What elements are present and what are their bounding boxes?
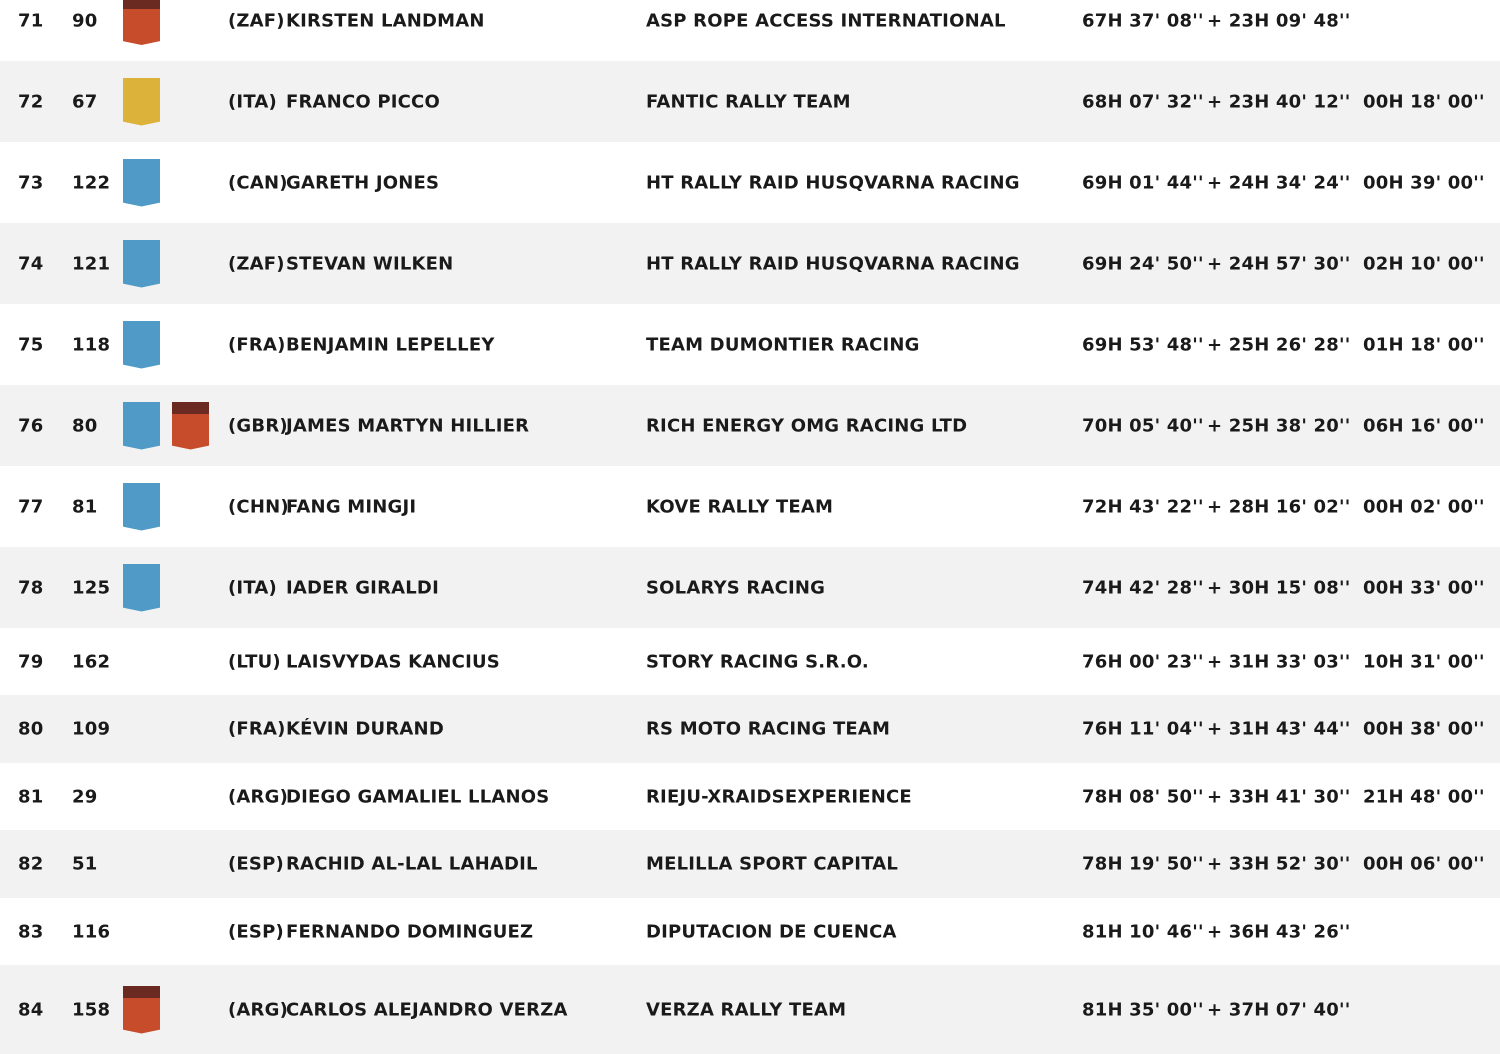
table-row[interactable] bbox=[0, 61, 1500, 142]
blue-category-badge-icon bbox=[123, 321, 160, 369]
table-row[interactable] bbox=[0, 695, 1500, 763]
nationality-cell: (ZAF) bbox=[228, 253, 285, 274]
rider-name-cell: RACHID AL-LAL LAHADIL bbox=[286, 853, 538, 875]
table-row[interactable] bbox=[0, 547, 1500, 628]
position-cell: 73 bbox=[18, 172, 44, 193]
rider-name-cell: KIRSTEN LANDMAN bbox=[286, 10, 485, 32]
penalty-cell: 00H 33' 00'' bbox=[1363, 577, 1485, 598]
team-name-cell: KOVE RALLY TEAM bbox=[646, 496, 834, 517]
rider-name-cell: STEVAN WILKEN bbox=[286, 253, 454, 274]
penalty-cell: 00H 18' 00'' bbox=[1363, 91, 1485, 112]
team-name-cell: TEAM DUMONTIER RACING bbox=[646, 334, 920, 355]
bib-number-cell: 118 bbox=[72, 334, 111, 355]
bib-number-cell: 80 bbox=[72, 415, 98, 436]
nationality-cell: (GBR) bbox=[228, 415, 288, 436]
bib-number-cell: 90 bbox=[72, 10, 98, 32]
table-row[interactable] bbox=[0, 466, 1500, 547]
bib-number-cell: 125 bbox=[72, 577, 111, 598]
penalty-cell: 00H 39' 00'' bbox=[1363, 172, 1485, 193]
rider-name-cell: BENJAMIN LEPELLEY bbox=[286, 334, 495, 355]
total-time-cell: 81H 10' 46'' bbox=[1082, 921, 1204, 942]
total-time-cell: 76H 00' 23'' bbox=[1082, 651, 1204, 672]
nationality-cell: (FRA) bbox=[228, 334, 286, 355]
time-gap-cell: + 23H 40' 12'' bbox=[1207, 91, 1351, 112]
team-name-cell: RIEJU-XRAIDSEXPERIENCE bbox=[646, 786, 912, 807]
nationality-cell: (CHN) bbox=[228, 496, 289, 517]
table-row[interactable] bbox=[0, 0, 1500, 61]
team-name-cell: DIPUTACION DE CUENCA bbox=[646, 921, 897, 942]
total-time-cell: 70H 05' 40'' bbox=[1082, 415, 1204, 436]
time-gap-cell: + 24H 34' 24'' bbox=[1207, 172, 1351, 193]
penalty-cell: 10H 31' 00'' bbox=[1363, 651, 1485, 672]
time-gap-cell: + 31H 43' 44'' bbox=[1207, 718, 1351, 740]
total-time-cell: 81H 35' 00'' bbox=[1082, 999, 1204, 1020]
blue-category-badge-icon bbox=[123, 159, 160, 207]
total-time-cell: 69H 53' 48'' bbox=[1082, 334, 1204, 355]
rider-name-cell: DIEGO GAMALIEL LLANOS bbox=[286, 786, 550, 807]
total-time-cell: 68H 07' 32'' bbox=[1082, 91, 1204, 112]
table-row[interactable] bbox=[0, 385, 1500, 466]
bib-number-cell: 29 bbox=[72, 786, 98, 807]
position-cell: 84 bbox=[18, 999, 44, 1020]
bib-number-cell: 116 bbox=[72, 921, 111, 942]
table-row[interactable] bbox=[0, 830, 1500, 898]
nationality-cell: (LTU) bbox=[228, 651, 281, 672]
time-gap-cell: + 33H 41' 30'' bbox=[1207, 786, 1351, 807]
position-cell: 82 bbox=[18, 853, 44, 875]
nationality-cell: (ARG) bbox=[228, 999, 289, 1020]
bib-number-cell: 51 bbox=[72, 853, 98, 875]
total-time-cell: 67H 37' 08'' bbox=[1082, 10, 1204, 32]
bib-number-cell: 81 bbox=[72, 496, 98, 517]
time-gap-cell: + 33H 52' 30'' bbox=[1207, 853, 1351, 875]
time-gap-cell: + 30H 15' 08'' bbox=[1207, 577, 1351, 598]
blue-category-badge-icon bbox=[123, 402, 160, 450]
total-time-cell: 78H 08' 50'' bbox=[1082, 786, 1204, 807]
penalty-cell: 21H 48' 00'' bbox=[1363, 786, 1485, 807]
penalty-cell: 01H 18' 00'' bbox=[1363, 334, 1485, 355]
team-name-cell: FANTIC RALLY TEAM bbox=[646, 91, 851, 112]
time-gap-cell: + 23H 09' 48'' bbox=[1207, 10, 1351, 32]
rider-name-cell: LAISVYDAS KANCIUS bbox=[286, 651, 500, 672]
time-gap-cell: + 24H 57' 30'' bbox=[1207, 253, 1351, 274]
total-time-cell: 74H 42' 28'' bbox=[1082, 577, 1204, 598]
blue-category-badge-icon bbox=[123, 483, 160, 531]
nationality-cell: (ITA) bbox=[228, 91, 277, 112]
gold-category-badge-icon bbox=[123, 78, 160, 126]
nationality-cell: (FRA) bbox=[228, 718, 286, 740]
rider-name-cell: GARETH JONES bbox=[286, 172, 440, 193]
red-category-badge-icon bbox=[123, 0, 160, 45]
total-time-cell: 76H 11' 04'' bbox=[1082, 718, 1204, 740]
team-name-cell: HT RALLY RAID HUSQVARNA RACING bbox=[646, 172, 1020, 193]
team-name-cell: HT RALLY RAID HUSQVARNA RACING bbox=[646, 253, 1020, 274]
bib-number-cell: 158 bbox=[72, 999, 111, 1020]
team-name-cell: RICH ENERGY OMG RACING LTD bbox=[646, 415, 968, 436]
position-cell: 74 bbox=[18, 253, 44, 274]
rider-name-cell: FERNANDO DOMINGUEZ bbox=[286, 921, 534, 942]
team-name-cell: VERZA RALLY TEAM bbox=[646, 999, 847, 1020]
nationality-cell: (ARG) bbox=[228, 786, 289, 807]
table-row[interactable] bbox=[0, 763, 1500, 830]
table-row[interactable] bbox=[0, 965, 1500, 1054]
red-category-badge-icon bbox=[172, 402, 209, 450]
blue-category-badge-icon bbox=[123, 240, 160, 288]
team-name-cell: ASP ROPE ACCESS INTERNATIONAL bbox=[646, 10, 1006, 32]
table-row[interactable] bbox=[0, 898, 1500, 965]
rider-name-cell: KÉVIN DURAND bbox=[286, 718, 444, 740]
rider-name-cell: FRANCO PICCO bbox=[286, 91, 440, 112]
bib-number-cell: 122 bbox=[72, 172, 111, 193]
team-name-cell: SOLARYS RACING bbox=[646, 577, 826, 598]
position-cell: 80 bbox=[18, 718, 44, 740]
position-cell: 72 bbox=[18, 91, 44, 112]
table-row[interactable] bbox=[0, 304, 1500, 385]
nationality-cell: (ESP) bbox=[228, 921, 284, 942]
position-cell: 78 bbox=[18, 577, 44, 598]
bib-number-cell: 121 bbox=[72, 253, 111, 274]
total-time-cell: 72H 43' 22'' bbox=[1082, 496, 1204, 517]
nationality-cell: (ZAF) bbox=[228, 10, 285, 32]
position-cell: 77 bbox=[18, 496, 44, 517]
time-gap-cell: + 37H 07' 40'' bbox=[1207, 999, 1351, 1020]
time-gap-cell: + 25H 26' 28'' bbox=[1207, 334, 1351, 355]
bib-number-cell: 109 bbox=[72, 718, 111, 740]
nationality-cell: (ITA) bbox=[228, 577, 277, 598]
rider-name-cell: CARLOS ALEJANDRO VERZA bbox=[286, 999, 568, 1020]
rider-name-cell: JAMES MARTYN HILLIER bbox=[286, 415, 530, 436]
total-time-cell: 69H 01' 44'' bbox=[1082, 172, 1204, 193]
position-cell: 79 bbox=[18, 651, 44, 672]
position-cell: 75 bbox=[18, 334, 44, 355]
blue-category-badge-icon bbox=[123, 564, 160, 612]
bib-number-cell: 162 bbox=[72, 651, 111, 672]
total-time-cell: 78H 19' 50'' bbox=[1082, 853, 1204, 875]
bib-number-cell: 67 bbox=[72, 91, 98, 112]
position-cell: 76 bbox=[18, 415, 44, 436]
penalty-cell: 06H 16' 00'' bbox=[1363, 415, 1485, 436]
table-row[interactable] bbox=[0, 142, 1500, 223]
total-time-cell: 69H 24' 50'' bbox=[1082, 253, 1204, 274]
team-name-cell: MELILLA SPORT CAPITAL bbox=[646, 853, 899, 875]
rider-name-cell: FANG MINGJI bbox=[286, 496, 417, 517]
team-name-cell: RS MOTO RACING TEAM bbox=[646, 718, 891, 740]
penalty-cell: 00H 06' 00'' bbox=[1363, 853, 1485, 875]
penalty-cell: 00H 02' 00'' bbox=[1363, 496, 1485, 517]
table-row[interactable] bbox=[0, 223, 1500, 304]
position-cell: 81 bbox=[18, 786, 44, 807]
time-gap-cell: + 25H 38' 20'' bbox=[1207, 415, 1351, 436]
red-category-badge-icon bbox=[123, 986, 160, 1034]
team-name-cell: STORY RACING S.R.O. bbox=[646, 651, 869, 672]
penalty-cell: 02H 10' 00'' bbox=[1363, 253, 1485, 274]
position-cell: 71 bbox=[18, 10, 44, 32]
time-gap-cell: + 28H 16' 02'' bbox=[1207, 496, 1351, 517]
position-cell: 83 bbox=[18, 921, 44, 942]
penalty-cell: 00H 38' 00'' bbox=[1363, 718, 1485, 740]
nationality-cell: (CAN) bbox=[228, 172, 288, 193]
rider-name-cell: IADER GIRALDI bbox=[286, 577, 439, 598]
time-gap-cell: + 31H 33' 03'' bbox=[1207, 651, 1351, 672]
time-gap-cell: + 36H 43' 26'' bbox=[1207, 921, 1351, 942]
table-row[interactable] bbox=[0, 628, 1500, 695]
nationality-cell: (ESP) bbox=[228, 853, 284, 875]
